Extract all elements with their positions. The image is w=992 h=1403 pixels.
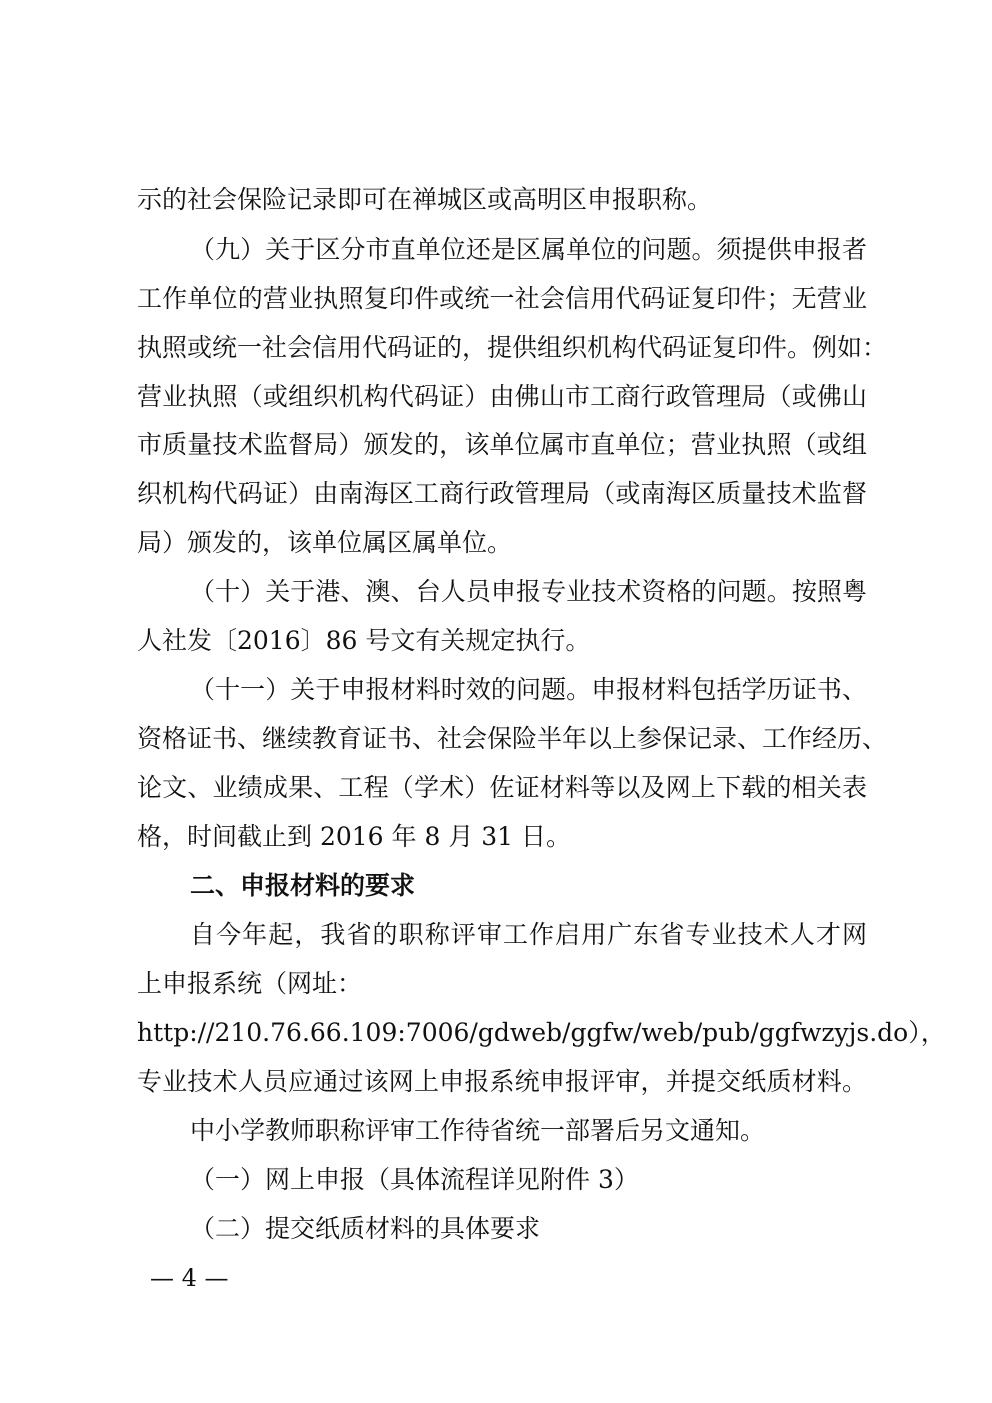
text-line: （九）关于区分市直单位还是区属单位的问题。须提供申报者 bbox=[190, 235, 867, 264]
text-line: 营业执照（或组织机构代码证）由佛山市工商行政管理局（或佛山 bbox=[137, 382, 867, 411]
text-line: （一）网上申报（具体流程详见附件 3） bbox=[190, 1165, 639, 1194]
page-number: — 4 — bbox=[150, 1264, 229, 1292]
text-line: 论文、业绩成果、工程（学术）佐证材料等以及网上下载的相关表 bbox=[137, 773, 867, 802]
text-line: 上申报系统（网址： bbox=[137, 969, 363, 998]
text-line: 织机构代码证）由南海区工商行政管理局（或南海区质量技术监督 bbox=[137, 479, 867, 508]
section-heading: 二、申报材料的要求 bbox=[190, 871, 416, 900]
text-line: 局）颁发的，该单位属区属单位。 bbox=[137, 528, 513, 557]
text-line: 工作单位的营业执照复印件或统一社会信用代码证复印件；无营业 bbox=[137, 284, 867, 313]
text-line: （二）提交纸质材料的具体要求 bbox=[190, 1214, 541, 1243]
text-line: 格，时间截止到 2016 年 8 月 31 日。 bbox=[137, 822, 572, 851]
text-line: 人社发〔2016〕86 号文有关规定执行。 bbox=[137, 626, 591, 655]
url-line: http://210.76.66.109:7006/gdweb/ggfw/web/pub/ggfwzyjs.do）， bbox=[137, 1018, 946, 1047]
text-line: 市质量技术监督局）颁发的，该单位属市直单位；营业执照（或组 bbox=[137, 430, 867, 459]
text-line: 示的社会保险记录即可在禅城区或高明区申报职称。 bbox=[137, 185, 713, 214]
text-line: （十一）关于申报材料时效的问题。申报材料包括学历证书、 bbox=[190, 675, 867, 704]
text-line: 中小学教师职称评审工作待省统一部署后另文通知。 bbox=[190, 1116, 766, 1145]
text-line: （十）关于港、澳、台人员申报专业技术资格的问题。按照粤 bbox=[190, 577, 867, 606]
text-line: 资格证书、继续教育证书、社会保险半年以上参保记录、工作经历、 bbox=[137, 724, 888, 753]
text-line: 专业技术人员应通过该网上申报系统申报评审，并提交纸质材料。 bbox=[137, 1067, 867, 1096]
text-line: 自今年起，我省的职称评审工作启用广东省专业技术人才网 bbox=[190, 920, 867, 949]
text-line: 执照或统一社会信用代码证的，提供组织机构代码证复印件。例如： bbox=[137, 333, 888, 362]
